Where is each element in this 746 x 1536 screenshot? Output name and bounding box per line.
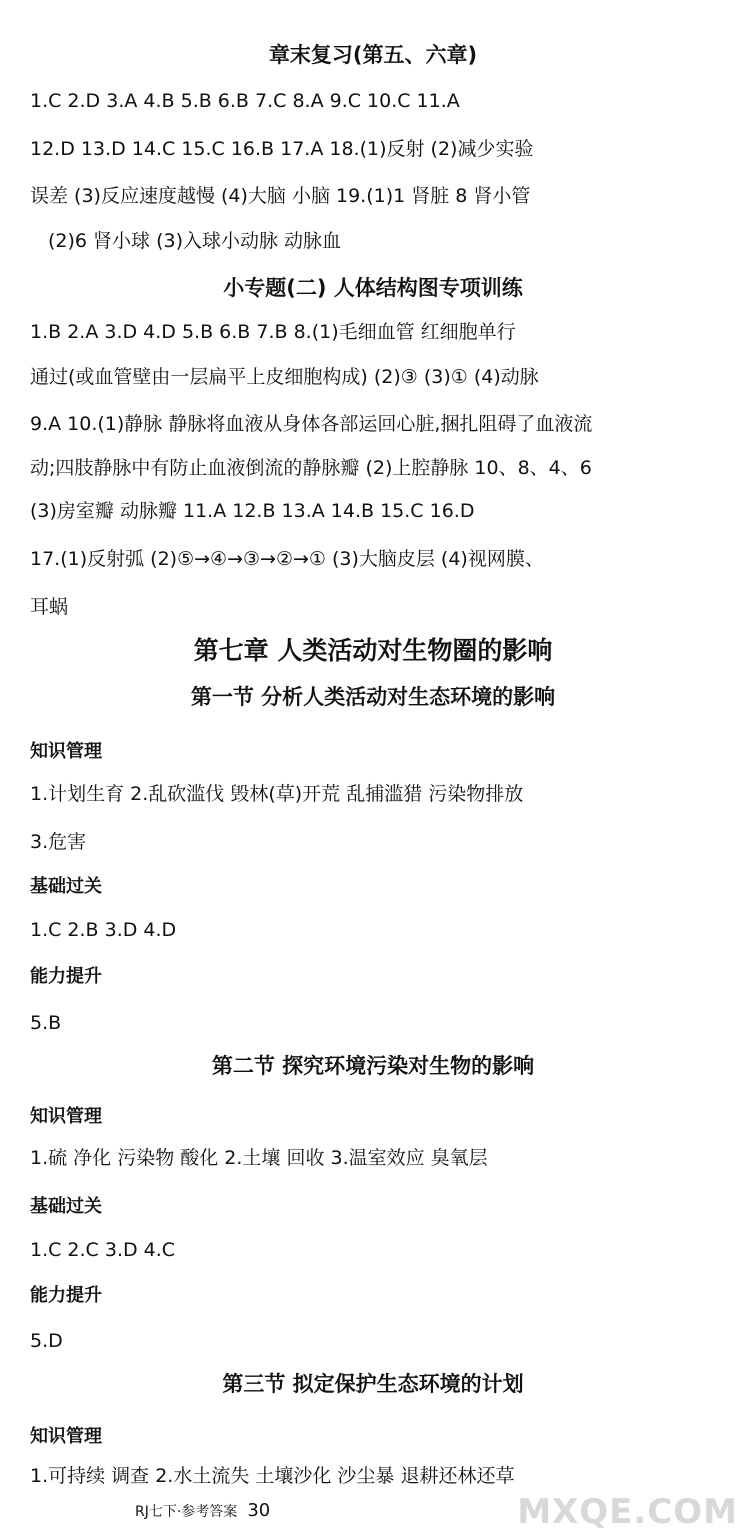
answer-line: 动;四肢静脉中有防止血液倒流的静脉瓣 (2)上腔静脉 10、8、4、6 — [30, 457, 592, 479]
answer-line: 1.硫 净化 污染物 酸化 2.土壤 回收 3.温室效应 臭氧层 — [30, 1147, 488, 1169]
answer-line: 1.B 2.A 3.D 4.D 5.B 6.B 7.B 8.(1)毛细血管 红细胞单行 — [30, 321, 516, 343]
label-ability: 能力提升 — [30, 1285, 102, 1306]
answer-line: (3)房室瓣 动脉瓣 11.A 12.B 13.A 14.B 15.C 16.D — [30, 500, 475, 522]
page-footer — [135, 1500, 270, 1521]
label-basic: 基础过关 — [30, 1196, 102, 1217]
section-title: 第二节 探究环境污染对生物的影响 — [211, 1054, 535, 1078]
watermark: MXQE.COM — [517, 1492, 738, 1532]
label-basic: 基础过关 — [30, 876, 102, 897]
review-title: 章末复习(第五、六章) — [268, 43, 478, 67]
answer-line: (2)6 肾小球 (3)入球小动脉 动脉血 — [48, 230, 342, 252]
label-ability: 能力提升 — [30, 966, 102, 987]
answer-line: 耳蜗 — [30, 596, 69, 618]
answer-line: 1.C 2.D 3.A 4.B 5.B 6.B 7.C 8.A 9.C 10.C 11.A — [30, 90, 460, 112]
section-title: 第一节 分析人类活动对生态环境的影响 — [190, 685, 556, 709]
page-number: 30 — [247, 1500, 271, 1521]
answer-line: 1.C 2.B 3.D 4.D — [30, 919, 177, 941]
footer-label: RJ七下·参考答案 — [135, 1504, 238, 1520]
section-title: 第三节 拟定保护生态环境的计划 — [222, 1372, 524, 1396]
answer-line: 1.C 2.C 3.D 4.C — [30, 1239, 176, 1261]
answer-line: 12.D 13.D 14.C 15.C 16.B 17.A 18.(1)反射 (2)减少实验 — [30, 138, 534, 160]
answer-line: 1.计划生育 2.乱砍滥伐 毁林(草)开荒 乱捕滥猎 污染物排放 — [30, 783, 524, 805]
label-knowledge: 知识管理 — [30, 1426, 102, 1447]
answer-line: 误差 (3)反应速度越慢 (4)大脑 小脑 19.(1)1 肾脏 8 肾小管 — [30, 185, 531, 207]
answer-line: 17.(1)反射弧 (2)⑤→④→③→②→① (3)大脑皮层 (4)视网膜、 — [30, 548, 544, 570]
answer-line: 1.可持续 调查 2.水土流失 土壤沙化 沙尘暴 退耕还林还草 — [30, 1465, 515, 1487]
answer-line: 5.D — [30, 1330, 63, 1352]
answer-line: 9.A 10.(1)静脉 静脉将血液从身体各部运回心脏,捆扎阻碍了血液流 — [30, 413, 593, 435]
label-knowledge: 知识管理 — [30, 1106, 102, 1127]
answer-line: 3.危害 — [30, 831, 87, 853]
label-knowledge: 知识管理 — [30, 741, 102, 762]
answer-line: 5.B — [30, 1012, 62, 1034]
topic-title: 小专题(二) 人体结构图专项训练 — [223, 276, 523, 300]
answer-line: 通过(或血管壁由一层扁平上皮细胞构成) (2)③ (3)① (4)动脉 — [30, 366, 539, 388]
chapter-title: 第七章 人类活动对生物圈的影响 — [193, 636, 553, 665]
